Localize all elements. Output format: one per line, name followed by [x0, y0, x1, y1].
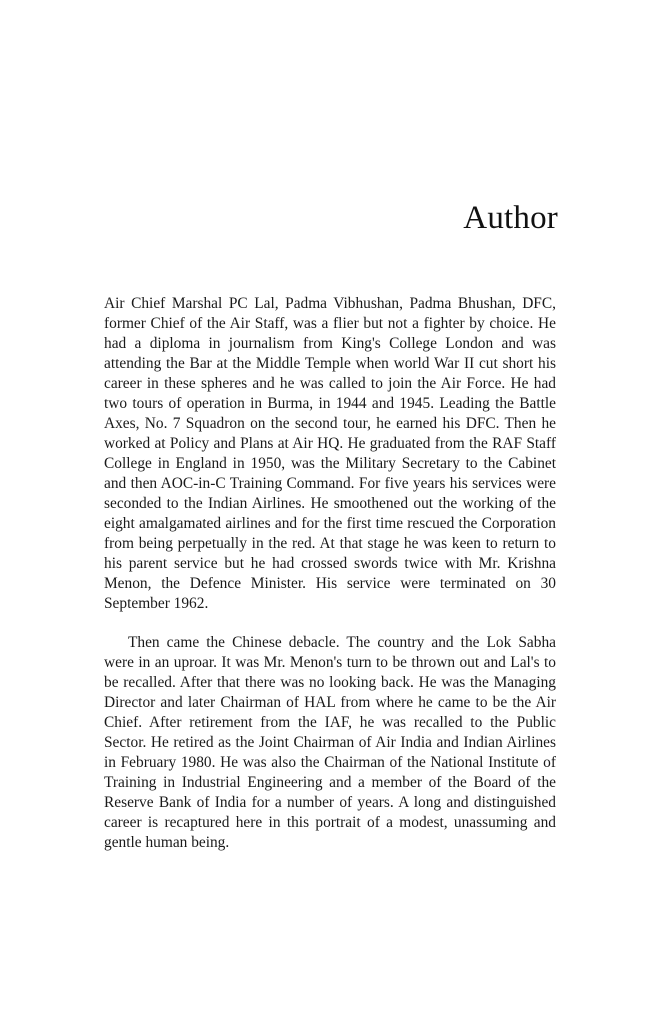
page-title: Author — [463, 200, 558, 236]
biography-paragraph-2: Then came the Chinese debacle. The country and the Lok Sabha were in an uproar. It was Mr. Menon's turn to be thrown out and Lal's to be recalled. After that there was no looking back. He was the Managing Director and later Chairman of HAL from where he came to be the Air Chief. After retirement from the IAF, he was recalled to the Public Sector. He retired as the Joint Chairman of Air India and Indian Airlines in February 1980. He was also the Chairman of the National Institute of Training in Industrial Engineering and a member of the Board of the Reserve Bank of India for a number of years. A long and distinguished career is recaptured here in this portrait of a modest, unassuming and gentle human being. — [104, 634, 556, 851]
author-biography — [104, 294, 556, 853]
biography-paragraph-1: Air Chief Marshal PC Lal, Padma Vibhushan, Padma Bhushan, DFC, former Chief of the Air Staff, was a flier but not a fighter by choice. He had a diploma in journalism from King's College London and was attending the Bar at the Middle Temple when world War II cut short his career in these spheres and he was called to join the Air Force. He had two tours of operation in Burma, in 1944 and 1945. Leading the Battle Axes, No. 7 Squadron on the second tour, he earned his DFC. Then he worked at Policy and Plans at Air HQ. He graduated from the RAF Staff College in England in 1950, was the Military Secretary to the Cabinet and then AOC-in-C Training Command. For five years his services were seconded to the Indian Airlines. He smoothened out the working of the eight amalgamated airlines and for the first time rescued the Corporation from being perpetually in the red. At that stage he was keen to return to his parent service but he had crossed swords twice with Mr. Krishna Menon, the Defence Minister. His service were terminated on 30 September 1962. — [104, 295, 556, 612]
